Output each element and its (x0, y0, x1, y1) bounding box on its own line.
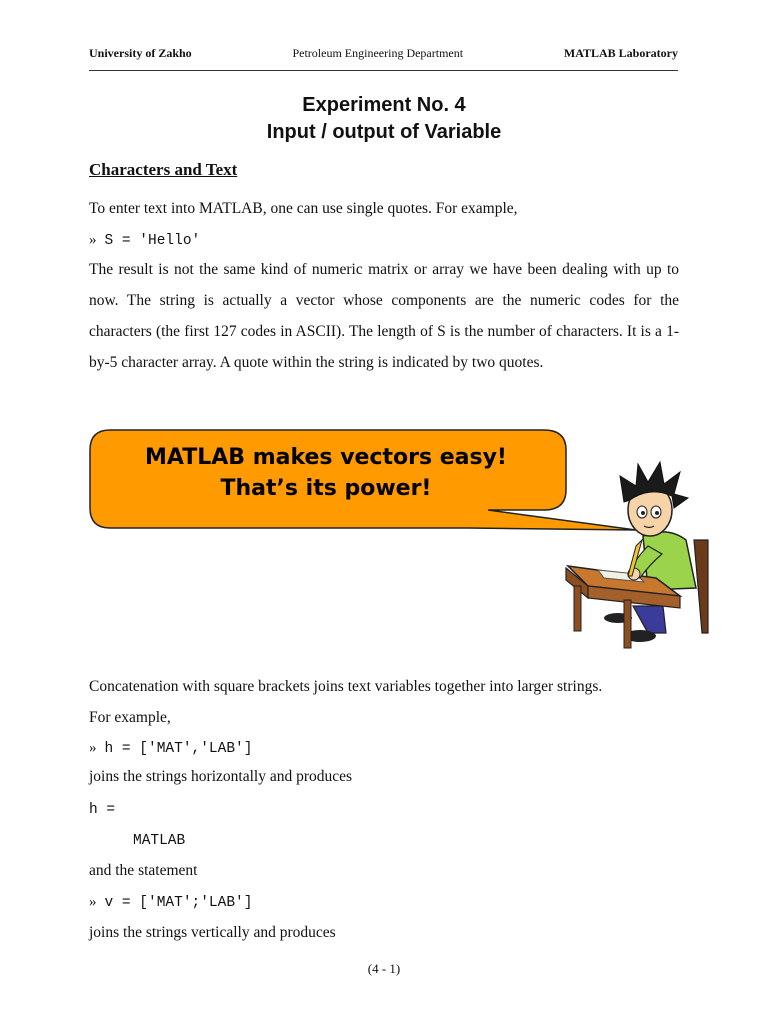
page-title (0, 92, 768, 146)
intro-text: To enter text into MATLAB, one can use single quotes. For example, (89, 200, 518, 217)
text-joins-vertical: joins the strings vertically and produces (89, 924, 336, 941)
paragraph-2 (89, 671, 679, 733)
output-value: MATLAB (133, 833, 186, 849)
header-lab: MATLAB Laboratory (563, 46, 678, 60)
callout-line-1: MATLAB makes vectors easy! (145, 445, 507, 470)
paragraph-2-line-1: Concatenation with square brackets joins text variables together into larger strings. (89, 678, 603, 695)
title-line-1: Experiment No. 4 (302, 94, 466, 116)
section-heading: Characters and Text (89, 160, 238, 179)
prompt-symbol: » (89, 894, 97, 910)
header-university: University of Zakho (89, 46, 192, 60)
callout-line-2: That’s its power! (220, 476, 432, 501)
text-joins-horizontal: joins the strings horizontally and produces (89, 768, 353, 785)
code-text: h = ['MAT','LAB'] (104, 741, 253, 757)
callout-text (102, 442, 550, 504)
text-and-statement: and the statement (89, 862, 198, 879)
code-text: S = 'Hello' (104, 233, 201, 249)
code-text: v = ['MAT';'LAB'] (104, 895, 253, 911)
callout-illustration (88, 428, 728, 658)
title-line-2: Input / output of Variable (266, 121, 502, 143)
paragraph-2-line-2: For example, (89, 709, 171, 726)
page-header (89, 46, 678, 61)
code-line-2 (89, 738, 252, 759)
page-number: (4 - 1) (367, 961, 401, 976)
output-variable: h = (89, 802, 116, 818)
header-rule (89, 70, 678, 71)
prompt-symbol: » (89, 232, 97, 248)
header-department: Petroleum Engineering Department (292, 46, 464, 60)
prompt-symbol: » (89, 740, 97, 756)
code-line-3 (89, 892, 252, 913)
code-line-1 (89, 230, 200, 251)
paragraph-1: The result is not the same kind of numeric matrix or array we have been dealing with up to now. The string is actually a vector whose components are the numeric codes for the characters (the first 127 codes in ASCII). The length of S is the number of characters. It is a 1-by-5 character array. A quote within the string is indicated by two quotes. (89, 261, 679, 371)
student-at-desk-illustration (566, 462, 708, 648)
